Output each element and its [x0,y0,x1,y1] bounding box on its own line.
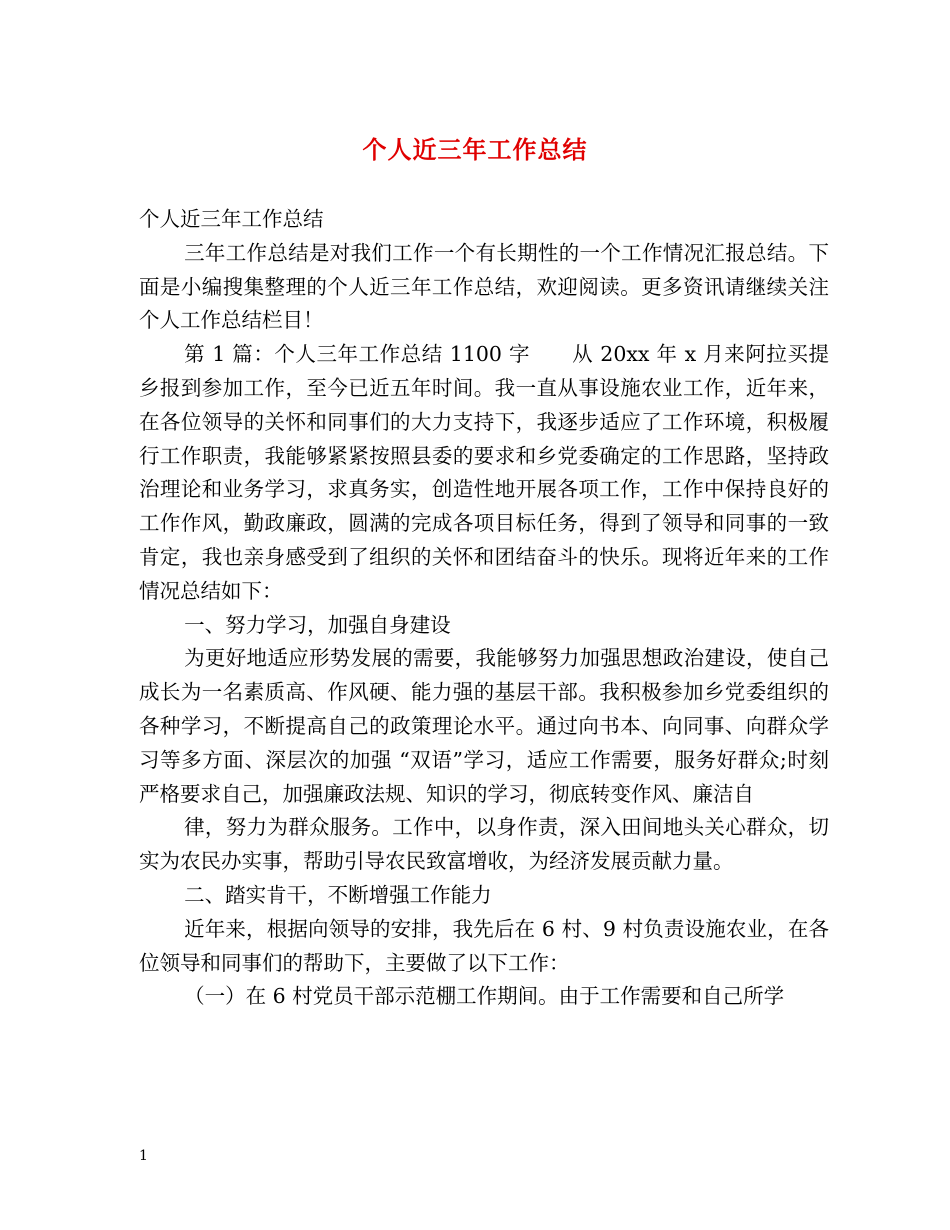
body-paragraph: 个人近三年工作总结 [139,207,324,231]
page-number: 1 [139,1148,148,1164]
document-title: 个人近三年工作总结 [362,135,588,164]
document-body [139,203,829,1014]
section-heading: 二、踏实肯干，不断增强工作能力 [184,882,492,907]
body-paragraph: 近年来，根据向领导的安排，我先后在 6 村、9 村负责设施农业，在各位领导和同事们的帮助下，主要做了以下工作： [139,916,829,975]
section-heading: 一、努力学习，加强自身建设 [184,612,451,637]
body-paragraph: （一）在 6 村党员干部示范棚工作期间。由于工作需要和自己所学 [184,984,785,1009]
body-paragraph: 三年工作总结是对我们工作一个有长期性的一个工作情况汇报总结。下面是小编搜集整理的个人近三年工作总结，欢迎阅读。更多资讯请继续关注个人工作总结栏目！ [139,240,829,333]
body-paragraph: 律，努力为群众服务。工作中，以身作责，深入田间地头关心群众，切实为农民办实事，帮助引导农民致富增收，为经济发展贡献力量。 [139,815,829,874]
body-paragraph: 为更好地适应形势发展的需要，我能够努力加强思想政治建设，使自己成长为一名素质高、作风硬、能力强的基层干部。我积极参加乡党委组织的各种学习，不断提高自己的政策理论水平。通过向书本、向同事、向群众学习等多方面、深层次的加强 “双语”学习，适应工作需要，服务好群众;时刻严格要求自己，加强廉政法规、知识的学习，彻底转变作风、廉洁自 [139,646,829,806]
body-paragraph: 第 1 篇：个人三年工作总结 1100 字 从 20xx 年 x 月来阿拉买提乡报到参加工作，至今已近五年时间。我一直从事设施农业工作，近年来，在各位领导的关怀和同事们的大力支持下，我逐步适应了工作环境，积极履行工作职责，我能够紧紧按照县委的要求和乡党委确定的工作思路，坚持政治理论和业务学习，求真务实，创造性地开展各项工作，工作中保持良好的工作作风，勤政廉政，圆满的完成各项目标任务，得到了领导和同事的一致肯定，我也亲身感受到了组织的关怀和团结奋斗的快乐。现将近年来的工作情况总结如下： [139,342,829,603]
